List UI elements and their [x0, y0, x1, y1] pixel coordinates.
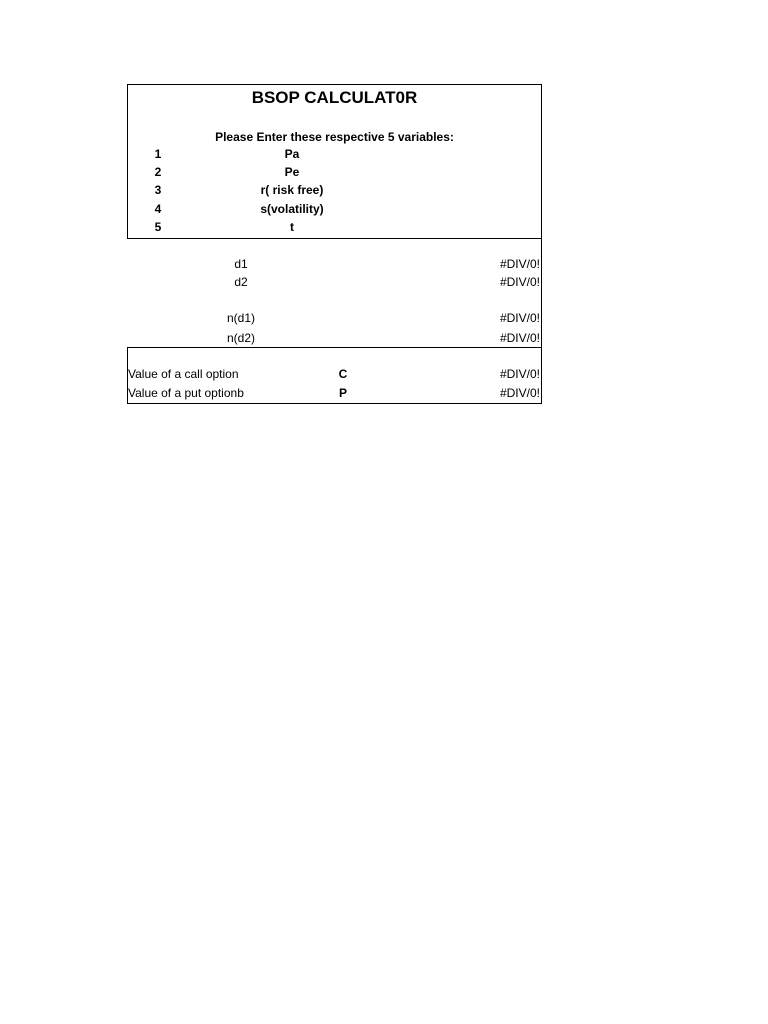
variable-row-risk-free[interactable]: [127, 183, 542, 201]
result-label: n(d2): [226, 331, 255, 345]
option-symbol: C: [338, 367, 348, 381]
result-value: #DIV/0!: [499, 275, 540, 289]
result-value: #DIV/0!: [499, 331, 540, 345]
variable-row-pe[interactable]: [127, 165, 542, 183]
option-symbol: P: [338, 386, 347, 400]
result-label: d2: [234, 275, 248, 289]
variable-name: r( risk free): [260, 183, 324, 197]
result-value: #DIV/0!: [499, 257, 540, 271]
variable-number: 1: [154, 147, 162, 161]
variable-number: 3: [154, 183, 162, 197]
call-option-row: [127, 367, 542, 385]
variable-number: 4: [154, 202, 162, 216]
input-instruction: Please Enter these respective 5 variables:: [215, 130, 454, 144]
result-label: d1: [234, 257, 248, 271]
result-value: #DIV/0!: [499, 311, 540, 325]
variable-row-volatility[interactable]: [127, 202, 542, 220]
option-value: #DIV/0!: [499, 386, 540, 400]
variable-row-t[interactable]: [127, 220, 542, 238]
result-row-nd2: [127, 331, 542, 349]
variable-number: 2: [154, 165, 162, 179]
variable-row-pa[interactable]: [127, 147, 542, 165]
variable-name: Pa: [284, 147, 300, 161]
option-label: Value of a call option: [128, 367, 239, 381]
result-row-d1: [127, 257, 542, 275]
option-label: Value of a put optionb: [128, 386, 244, 400]
variable-number: 5: [154, 220, 162, 234]
variable-name: s(volatility): [260, 202, 324, 216]
variable-name: t: [290, 220, 294, 234]
result-label: n(d1): [226, 311, 255, 325]
variable-name: Pe: [284, 165, 300, 179]
result-row-d2: [127, 275, 542, 293]
option-value: #DIV/0!: [499, 367, 540, 381]
result-row-nd1: [127, 311, 542, 329]
put-option-row: [127, 386, 542, 404]
page-title: BSOP CALCULAT0R: [251, 88, 418, 107]
